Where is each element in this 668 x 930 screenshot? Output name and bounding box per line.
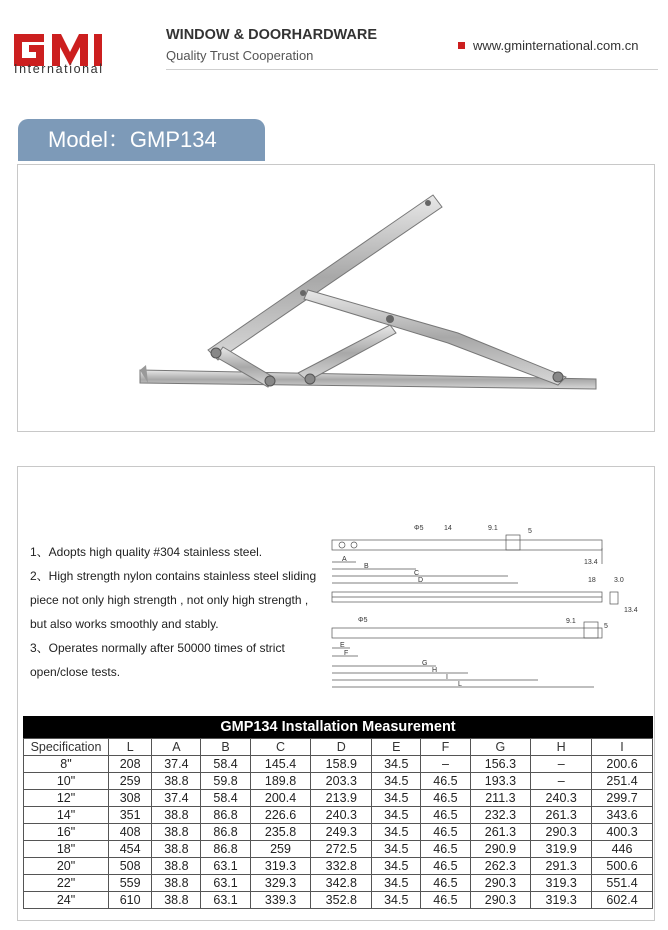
drawing-label: 5 — [528, 528, 532, 535]
table-cell: 261.3 — [531, 807, 592, 824]
table-cell: 18" — [24, 841, 109, 858]
logo-subtext: International — [14, 62, 104, 76]
table-cell: 34.5 — [372, 790, 421, 807]
technical-drawing — [326, 520, 646, 700]
feature-line: but also works smoothly and stably. — [30, 617, 219, 631]
table-cell: 211.3 — [470, 790, 531, 807]
table-cell: 63.1 — [201, 892, 250, 909]
table-cell: – — [531, 756, 592, 773]
table-row — [24, 756, 653, 773]
measurement-table — [23, 716, 653, 909]
table-cell: 8" — [24, 756, 109, 773]
table-cell: 63.1 — [201, 875, 250, 892]
table-cell: 34.5 — [372, 841, 421, 858]
table-cell: 235.8 — [250, 824, 311, 841]
table-cell: 203.3 — [311, 773, 372, 790]
table-cell: 408 — [109, 824, 152, 841]
table-cell: 319.3 — [250, 858, 311, 875]
column-header: B — [201, 739, 250, 756]
drawing-label: Φ5 — [358, 617, 368, 624]
drawing-label: 13.4 — [624, 607, 638, 614]
table-cell: 14" — [24, 807, 109, 824]
column-header: A — [152, 739, 201, 756]
column-header: Specification — [24, 739, 109, 756]
table-title: GMP134 Installation Measurement — [23, 716, 653, 738]
table-cell: 261.3 — [470, 824, 531, 841]
table-row — [24, 858, 653, 875]
column-header: G — [470, 739, 531, 756]
table-cell: 46.5 — [421, 790, 470, 807]
drawing-label: D — [418, 577, 424, 584]
table-cell: 290.3 — [531, 824, 592, 841]
table-cell: 508 — [109, 858, 152, 875]
table-cell: 610 — [109, 892, 152, 909]
table-cell: 319.3 — [531, 892, 592, 909]
table-cell: 240.3 — [311, 807, 372, 824]
column-header: D — [311, 739, 372, 756]
table-cell: 16" — [24, 824, 109, 841]
table-row — [24, 824, 653, 841]
table-cell: 193.3 — [470, 773, 531, 790]
drawing-label: 14 — [444, 525, 452, 532]
table-cell: 46.5 — [421, 858, 470, 875]
table-row — [24, 790, 653, 807]
table-cell: 226.6 — [250, 807, 311, 824]
table-cell: 342.8 — [311, 875, 372, 892]
table-cell: 158.9 — [311, 756, 372, 773]
drawing-label: 5 — [604, 623, 608, 630]
table-cell: 38.8 — [152, 875, 201, 892]
table-cell: 200.4 — [250, 790, 311, 807]
table-cell: 34.5 — [372, 858, 421, 875]
table-cell: 86.8 — [201, 841, 250, 858]
table-cell: 38.8 — [152, 841, 201, 858]
drawing-label: B — [364, 563, 369, 570]
table-cell: 291.3 — [531, 858, 592, 875]
table-cell: – — [421, 756, 470, 773]
table-cell: 208 — [109, 756, 152, 773]
table-row — [24, 807, 653, 824]
table-cell: 272.5 — [311, 841, 372, 858]
drawing-label: F — [344, 650, 349, 657]
column-header: E — [372, 739, 421, 756]
table-row — [24, 875, 653, 892]
table-cell: 500.6 — [592, 858, 653, 875]
table-cell: 308 — [109, 790, 152, 807]
column-header: I — [592, 739, 653, 756]
table-cell: 249.3 — [311, 824, 372, 841]
table-cell: 240.3 — [531, 790, 592, 807]
table-cell: 12" — [24, 790, 109, 807]
product-photo-frame — [17, 164, 655, 432]
table-cell: 559 — [109, 875, 152, 892]
header-divider — [166, 69, 658, 70]
feature-line: 2、High strength nylon contains stainless steel sliding — [30, 569, 317, 583]
table-row — [24, 892, 653, 909]
drawing-label: C — [414, 570, 420, 577]
table-cell: 34.5 — [372, 773, 421, 790]
table-cell: 34.5 — [372, 756, 421, 773]
column-header: F — [421, 739, 470, 756]
table-cell: 46.5 — [421, 824, 470, 841]
table-cell: 59.8 — [201, 773, 250, 790]
drawing-label: 3.0 — [614, 577, 624, 584]
table-cell: 446 — [592, 841, 653, 858]
website-link[interactable] — [458, 38, 638, 53]
table-cell: 20" — [24, 858, 109, 875]
table-cell: 551.4 — [592, 875, 653, 892]
drawing-label: Φ5 — [414, 525, 424, 532]
table-cell: 319.3 — [531, 875, 592, 892]
table-cell: 34.5 — [372, 807, 421, 824]
table-cell: 46.5 — [421, 807, 470, 824]
table-cell: 34.5 — [372, 892, 421, 909]
table-cell: 343.6 — [592, 807, 653, 824]
feature-line: 3、Operates normally after 50000 times of strict — [30, 641, 285, 655]
table-cell: 86.8 — [201, 807, 250, 824]
table-cell: 332.8 — [311, 858, 372, 875]
table-row — [24, 841, 653, 858]
table-cell: 63.1 — [201, 858, 250, 875]
table-cell: 46.5 — [421, 875, 470, 892]
drawing-label: I — [446, 674, 448, 681]
table-cell: 58.4 — [201, 790, 250, 807]
table-cell: 38.8 — [152, 892, 201, 909]
feature-line: open/close tests. — [30, 665, 121, 679]
drawing-label: 9.1 — [566, 618, 576, 625]
table-cell: 200.6 — [592, 756, 653, 773]
table-cell: 259 — [109, 773, 152, 790]
table-cell: 34.5 — [372, 824, 421, 841]
bullet-square-icon — [458, 42, 465, 49]
friction-stay-image — [18, 165, 654, 431]
table-cell: 37.4 — [152, 790, 201, 807]
table-cell: 10" — [24, 773, 109, 790]
table-row — [24, 773, 653, 790]
table-header-row — [24, 739, 653, 756]
table-body — [24, 756, 653, 909]
feature-line: 1、Adopts high quality #304 stainless steel. — [30, 545, 263, 559]
brand-title: WINDOW & DOORHARDWARE — [166, 27, 378, 43]
table-cell: 46.5 — [421, 841, 470, 858]
column-header: L — [109, 739, 152, 756]
table-cell: 259 — [250, 841, 311, 858]
model-title-tab: Model：GMP134 — [18, 119, 265, 161]
table-cell: 145.4 — [250, 756, 311, 773]
table-cell: 351 — [109, 807, 152, 824]
table-cell: 22" — [24, 875, 109, 892]
table-cell: 290.3 — [470, 892, 531, 909]
table-cell: 38.8 — [152, 807, 201, 824]
table-cell: 46.5 — [421, 773, 470, 790]
table-cell: 86.8 — [201, 824, 250, 841]
drawing-label: A — [342, 556, 347, 563]
table-cell: 339.3 — [250, 892, 311, 909]
drawing-label: G — [422, 660, 428, 667]
table-cell: 319.9 — [531, 841, 592, 858]
table-cell: 38.8 — [152, 773, 201, 790]
table-cell: 232.3 — [470, 807, 531, 824]
feature-list — [30, 540, 330, 684]
website-text: www.gminternational.com.cn — [473, 38, 639, 53]
drawing-label: 13.4 — [584, 559, 598, 566]
table-cell: 251.4 — [592, 773, 653, 790]
table-cell: 156.3 — [470, 756, 531, 773]
brand-subtitle: Quality Trust Cooperation — [166, 48, 314, 63]
table-cell: 400.3 — [592, 824, 653, 841]
table-cell: 38.8 — [152, 824, 201, 841]
table-cell: 329.3 — [250, 875, 311, 892]
column-header: C — [250, 739, 311, 756]
table-cell: 46.5 — [421, 892, 470, 909]
table-cell: – — [531, 773, 592, 790]
table-cell: 299.7 — [592, 790, 653, 807]
table-cell: 38.8 — [152, 858, 201, 875]
table-cell: 213.9 — [311, 790, 372, 807]
table-cell: 37.4 — [152, 756, 201, 773]
table-cell: 352.8 — [311, 892, 372, 909]
table-cell: 189.8 — [250, 773, 311, 790]
table-cell: 24" — [24, 892, 109, 909]
drawing-label: H — [432, 667, 438, 674]
table-cell: 58.4 — [201, 756, 250, 773]
drawing-label: 9.1 — [488, 525, 498, 532]
drawing-label: 18 — [588, 577, 596, 584]
column-header: H — [531, 739, 592, 756]
table-cell: 34.5 — [372, 875, 421, 892]
table-cell: 290.3 — [470, 875, 531, 892]
table-cell: 290.9 — [470, 841, 531, 858]
feature-line: piece not only high strength , not only high strength , — [30, 593, 309, 607]
drawing-label: L — [458, 681, 462, 688]
table-cell: 602.4 — [592, 892, 653, 909]
table-cell: 262.3 — [470, 858, 531, 875]
drawing-label: E — [340, 642, 345, 649]
table-cell: 454 — [109, 841, 152, 858]
